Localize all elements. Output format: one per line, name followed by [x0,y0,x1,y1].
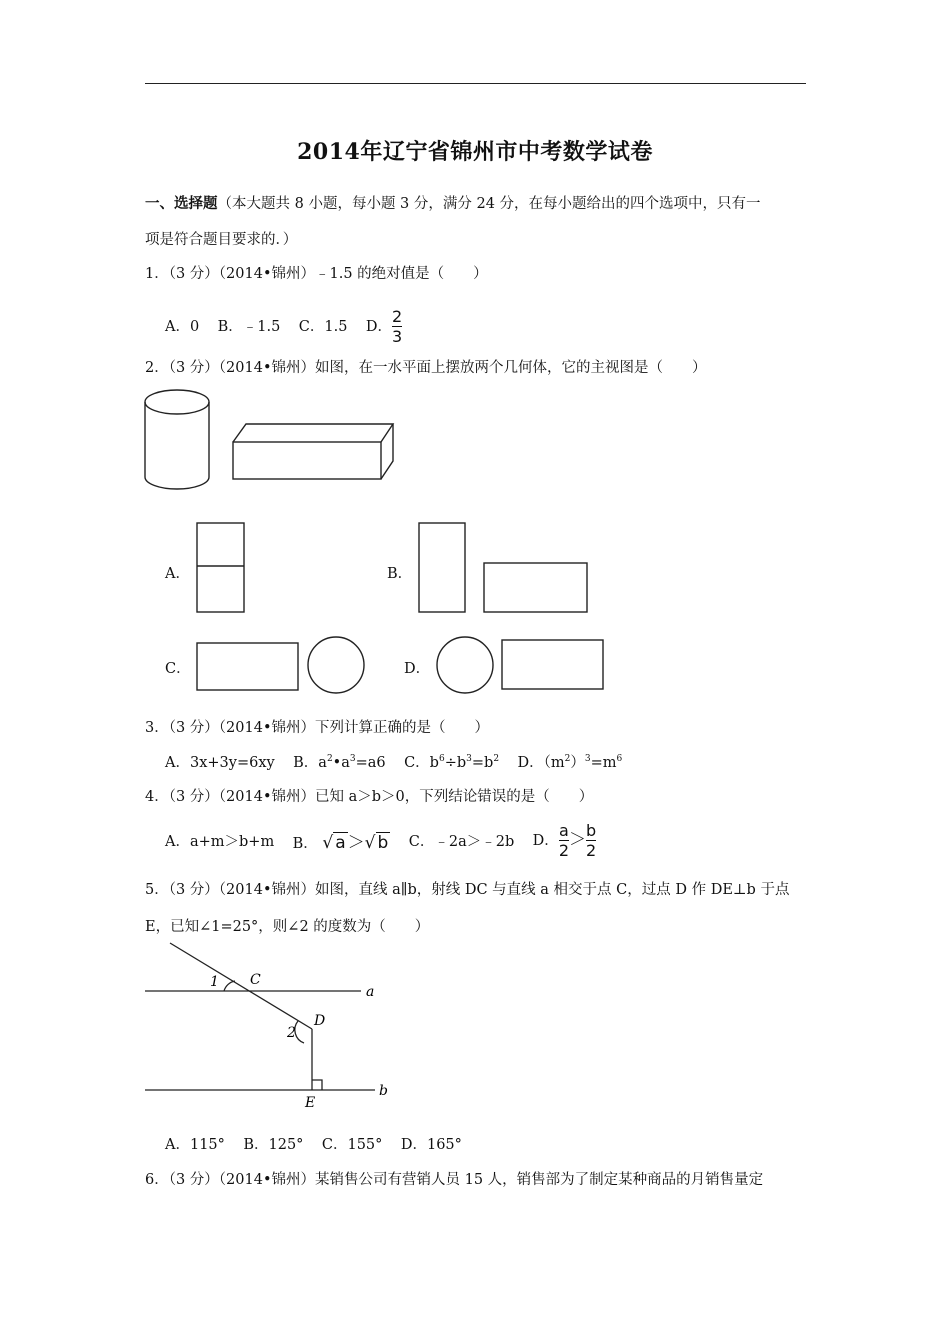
q2-option-b-label: B． [387,566,413,582]
q5-option-d: D．165° [400,1137,462,1153]
label-point-d: D [314,1013,326,1029]
q3-b-result: =a6 [355,755,386,771]
q4-b-gt: ＞ [347,833,365,853]
q1-option-d [366,308,402,345]
q3-b-exp2: 3 [349,754,356,765]
label-angle-1: 1 [210,974,219,990]
q1-option-d-fraction [392,308,402,345]
q4-d-gt: ＞ [569,829,586,850]
q3-d-base: D．（m [517,755,565,771]
q3-option-a: A．3x+3y=6xy [165,755,275,771]
label-point-e: E [305,1095,316,1111]
q2-stem: 2．（3 分）（2014•锦州）如图，在一水平面上摆放两个几何体，它的主视图是（ ） [145,360,707,376]
q3-d-result: =m [590,755,617,771]
q5-option-b: B．125° [243,1137,304,1153]
q3-b-exp1: 2 [326,754,333,765]
q4-d-num-a: a [559,821,569,840]
q1-option-a: A．0 [165,318,200,335]
q6-stem-line1: 6．（3 分）（2014•锦州）某销售公司有营销人员 15 人，销售部为了制定某种商品的月销售量定 [145,1172,764,1188]
q2-option-d-label: D． [404,661,431,677]
label-point-c: C [250,972,261,988]
q3-d-exp1: 2 [564,754,571,765]
q3-c-exp3: 2 [493,754,500,765]
q4-option-a: A．a+m＞b+m [165,834,275,850]
q3-b-mid: •a [332,755,350,771]
q2-option-a-label: A． [165,566,190,582]
q2-option-c-label: C． [165,661,191,677]
q5-options [165,1133,462,1154]
q1-stem: 1．（3 分）（2014•锦州）﹣1.5 的绝对值是（ ） [145,266,488,282]
q3-stem: 3．（3 分）（2014•锦州）下列计算正确的是（ ） [145,720,490,736]
q3-c-exp2: 3 [466,754,472,765]
q1-d-numerator: 2 [392,307,403,326]
q4-option-b [293,828,391,853]
q4-b-radicand-b: b [377,833,389,853]
q1-d-denominator: 3 [392,327,403,346]
q3-d-exp2: 3 [584,754,591,765]
q1-options [165,308,402,345]
q3-option-c [404,751,499,772]
cylinder-bottom-arc [145,477,209,489]
q4-d-num-b: b [586,821,597,840]
label-line-a: a [366,984,375,1000]
q5-figure [140,940,400,1115]
label-line-b: b [379,1083,388,1099]
right-angle-mark [312,1080,322,1090]
q4-d-den-b: 2 [586,841,597,860]
q4-d-frac-a [559,822,569,859]
q4-b-sqrt-b: √ b [364,833,389,853]
section-1-heading: 一、选择题 [145,195,218,212]
q5-option-c: C．155° [321,1137,383,1153]
q2-figure-solids [140,382,400,497]
q2-option-a-figure [196,522,246,614]
ray-dc [170,943,312,1029]
box-front-face [233,442,381,479]
q3-option-b [293,751,386,772]
cylinder-top-ellipse [145,390,209,414]
top-rule [145,83,806,84]
section-1-header [145,192,761,213]
angle-1-arc [224,981,235,991]
q2-option-d-figure [435,634,607,696]
q4-d-den-a: 2 [558,841,569,860]
label-angle-2: 2 [287,1025,296,1041]
q1-option-b: B．﹣1.5 [217,318,281,335]
q3-b-base: B．a [293,755,327,771]
q4-options [165,822,596,859]
q4-b-sqrt-a: √ a [322,833,346,853]
q2-option-b-figure [418,522,590,614]
q4-option-c: C．﹣2a＞﹣2b [408,834,515,850]
q3-c-mid: ÷b [444,755,467,771]
angle-2-arc [295,1021,304,1043]
section-1-desc-line2: 项是符合题目要求的．） [145,232,298,248]
q3-c-exp1: 6 [438,754,445,765]
q3-c-result: =b [471,755,494,771]
q5-stem-line1: 5．（3 分）（2014•锦州）如图，直线 a∥b，射线 DC 与直线 a 相交于点 C，过点 D 作 DE⊥b 于点 [145,882,790,898]
q4-d-frac-b [586,822,596,859]
q4-d-label: D． [532,832,559,849]
q3-c-base: C．b [404,755,439,771]
q4-b-label: B． [292,836,318,852]
box-top-face [233,424,393,442]
q2-option-c-figure [196,634,368,696]
q5-stem-line2: E，已知∠1=25°，则∠2 的度数为（ ） [145,919,430,935]
q3-option-d [517,751,622,772]
q3-d-mid: ） [570,755,585,771]
q3-d-exp3: 6 [616,754,623,765]
q3-options [165,751,622,772]
q1-option-c: C．1.5 [298,318,348,335]
q5-option-a: A．115° [165,1137,225,1153]
q4-stem: 4．（3 分）（2014•锦州）已知 a＞b＞0，下列结论错误的是（ ） [145,789,594,805]
section-1-desc-line1: （本大题共 8 小题，每小题 3 分，满分 24 分，在每小题给出的四个选项中，只有一 [217,196,761,212]
q4-option-d [533,822,597,859]
q4-b-radicand-a: a [335,833,346,853]
page-title: 2014年辽宁省锦州市中考数学试卷 [297,139,653,165]
q1-option-d-label: D． [365,318,393,335]
